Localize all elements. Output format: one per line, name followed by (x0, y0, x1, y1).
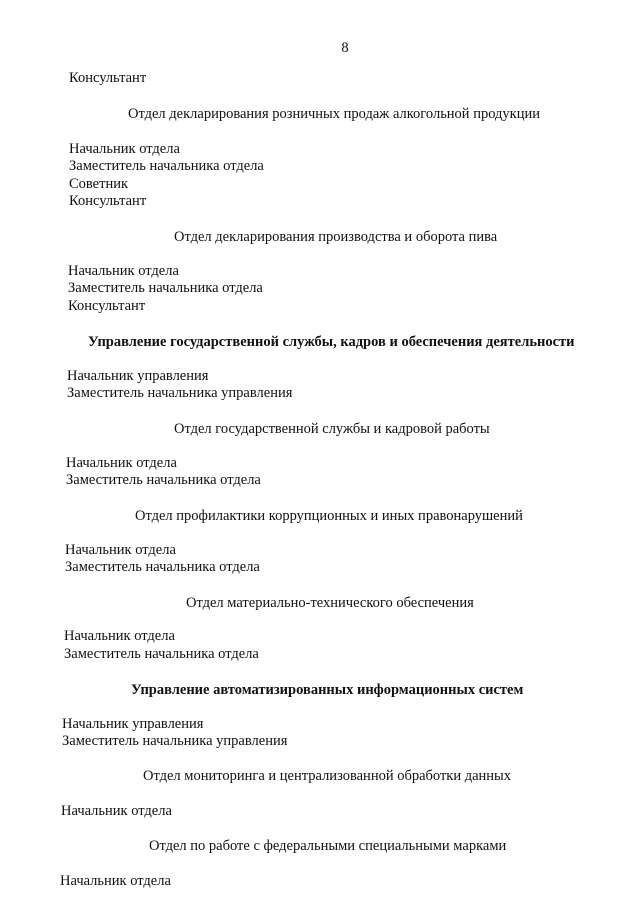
position-line: Начальник отдела (61, 803, 172, 819)
position-line: Начальник управления (62, 716, 204, 732)
position-line: Консультант (68, 298, 146, 314)
position-line: Советник (69, 176, 129, 192)
position-line: Начальник отдела (68, 263, 179, 279)
department-heading: Отдел материально-технического обеспечения (186, 595, 474, 611)
department-heading: Отдел декларирования розничных продаж алкогольной продукции (128, 106, 540, 122)
position-line: Заместитель начальника управления (62, 733, 288, 749)
page-number: 8 (341, 40, 349, 56)
position-line: Заместитель начальника отдела (66, 472, 261, 488)
department-heading: Отдел профилактики коррупционных и иных правонарушений (135, 508, 523, 524)
directorate-heading: Управление автоматизированных информационных систем (131, 682, 524, 698)
department-heading: Отдел государственной службы и кадровой работы (174, 421, 490, 437)
position-line: Заместитель начальника отдела (68, 280, 263, 296)
department-heading: Отдел декларирования производства и оборота пива (174, 229, 498, 245)
directorate-heading: Управление государственной службы, кадров и обеспечения деятельности (88, 334, 575, 350)
position-line: Начальник отдела (69, 141, 180, 157)
department-heading: Отдел мониторинга и централизованной обработки данных (143, 768, 512, 784)
position-line: Начальник отдела (65, 542, 176, 558)
position-line: Начальник управления (67, 368, 209, 384)
position-line: Заместитель начальника управления (67, 385, 293, 401)
position-line: Консультант (69, 193, 147, 209)
position-line: Консультант (69, 70, 147, 86)
position-line: Заместитель начальника отдела (69, 158, 264, 174)
position-line: Начальник отдела (60, 873, 171, 889)
position-line: Заместитель начальника отдела (65, 559, 260, 575)
position-line: Начальник отдела (66, 455, 177, 471)
position-line: Заместитель начальника отдела (64, 646, 259, 662)
position-line: Начальник отдела (64, 628, 175, 644)
department-heading: Отдел по работе с федеральными специальными марками (149, 838, 507, 854)
